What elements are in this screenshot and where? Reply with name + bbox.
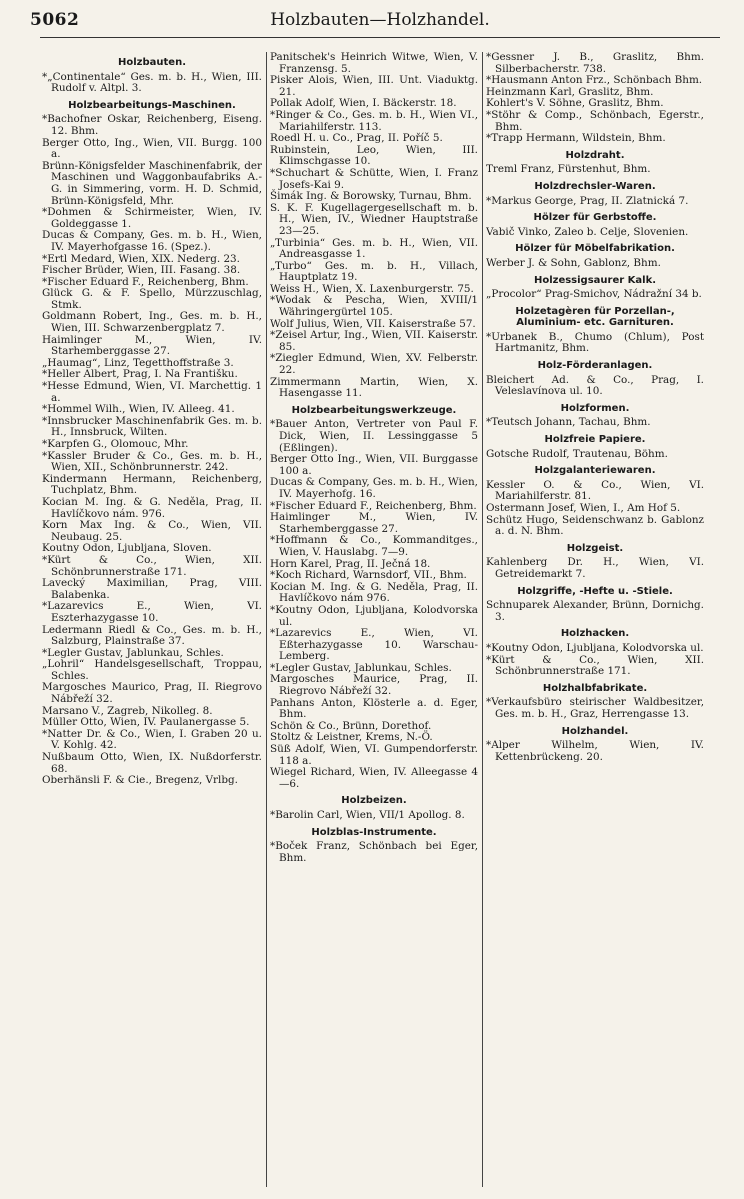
directory-entry: Schnuparek Alexander, Brünn, Dornichg. 3. xyxy=(486,599,704,623)
directory-entry: *Lazarevics E., Wien, VI. Eszterhazygasse 10. xyxy=(42,600,262,624)
directory-entry: Horn Karel, Prag, II. Ječná 18. xyxy=(270,557,431,570)
directory-entry: Süß Adolf, Wien, VI. Gumpendorferstr. 118 a. xyxy=(270,743,478,767)
directory-entry: *Karpfen G., Olomouc, Mhr. xyxy=(42,438,189,450)
directory-entry: Berger Otto, Ing., Wien, VII. Burgg. 100 a. xyxy=(42,136,262,161)
header-rule xyxy=(40,37,720,38)
directory-entry: Kessler O. & Co., Wien, VI. Mariahilferstr. 81. xyxy=(486,478,704,503)
section-heading: Holzdraht. xyxy=(565,149,625,161)
section-heading: Holzhandel. xyxy=(561,725,629,737)
directory-entry: Panitschek's Heinrich Witwe, Wien, V. Franzensg. 5. xyxy=(270,52,478,75)
page-number: 5062 xyxy=(30,10,80,30)
section-heading: Holzbearbeitungs-Maschinen. xyxy=(68,99,236,111)
directory-entry: Schön & Co., Brünn, Dorethof. xyxy=(270,719,432,732)
section-heading: Holzbauten. xyxy=(118,57,186,68)
directory-entry: Wiegel Richard, Wien, IV. Alleegasse 4—6. xyxy=(270,766,478,790)
directory-entry: Ducas & Company, Ges. m. b. H., Wien, IV. Mayerhofg. 16. xyxy=(270,476,478,500)
directory-entry: Pisker Alois, Wien, III. Unt. Viaduktg. 21. xyxy=(270,74,478,98)
directory-entry: Glück G. & F. Spello, Mürzzuschlag, Stmk. xyxy=(42,287,262,311)
section-heading: Holzhalbfabrikate. xyxy=(542,682,648,694)
directory-entry: Kocian M. Ing. & G. Neděla, Prag, II. Havlíčkovo nám. 976. xyxy=(42,495,262,520)
directory-entry: *Verkaufsbüro steirischer Waldbesitzer, Ges. m. b. H., Graz, Herrengasse 13. xyxy=(486,696,704,720)
directory-entry: Haimlinger M., Wien, IV. Starhemberggasse 27. xyxy=(42,333,262,358)
directory-entry: Šimák Ing. & Borowsky, Turnau, Bhm. xyxy=(270,190,472,203)
directory-entry: Müller Otto, Wien, IV. Paulanergasse 5. xyxy=(42,716,250,729)
directory-entry: *Ziegler Edmund, Wien, XV. Felberstr. 22. xyxy=(270,352,478,377)
directory-entry: Gotsche Rudolf, Trautenau, Böhm. xyxy=(486,447,668,460)
directory-entry: *Koutny Odon, Ljubljana, Kolodvorska ul. xyxy=(270,603,478,628)
directory-entry: *„Continentale“ Ges. m. b. H., Wien, III. Rudolf v. Altpl. 3. xyxy=(42,70,262,95)
section-heading: Holzetagèren für Porzellan-, Aluminium- etc. Garnituren. xyxy=(515,305,675,329)
directory-entry: Pollak Adolf, Wien, I. Bäckerstr. 18. xyxy=(270,97,457,110)
directory-entry: *Bachofner Oskar, Reichenberg, Eiseng. 12. Bhm. xyxy=(42,113,262,137)
directory-entry: „Turbinia“ Ges. m. b. H., Wien, VII. Andreasgasse 1. xyxy=(270,236,478,261)
section-heading: Holzblas-Instrumente. xyxy=(311,826,437,838)
column-divider xyxy=(266,52,267,1187)
directory-entry: *Koch Richard, Warnsdorf, VII., Bhm. xyxy=(270,569,467,582)
directory-entry: S. K. F. Kugellagergesellschaft m. b. H., Wien, IV., Wiedner Hauptstraße 23—25. xyxy=(270,201,478,237)
directory-entry: Werber J. & Sohn, Gablonz, Bhm. xyxy=(486,256,661,269)
directory-entry: *Hoffmann & Co., Kommanditges., Wien, V. Hauslabg. 7—9. xyxy=(270,534,478,558)
directory-entry: *Koutny Odon, Ljubljana, Kolodvorska ul. xyxy=(486,641,704,654)
directory-entry: Berger Otto Ing., Wien, VII. Burggasse 100 a. xyxy=(270,453,478,477)
directory-entry: *Heller Albert, Prag, I. Na Františku. xyxy=(42,368,238,381)
directory-entry: Goldmann Robert, Ing., Ges. m. b. H., Wien, III. Schwarzenbergplatz 7. xyxy=(42,310,262,335)
directory-entry: Zimmermann Martin, Wien, X. Hasengasse 11. xyxy=(270,375,478,400)
directory-entry: Lavecký Maximilian, Prag, VIII. Balabenka. xyxy=(42,577,262,601)
page-header xyxy=(30,8,730,36)
directory-entry: Oberhänsli F. & Cie., Bregenz, Vrlbg. xyxy=(42,774,238,787)
section-heading: Holzfreie Papiere. xyxy=(544,434,646,446)
directory-entry: *Innsbrucker Maschinenfabrik Ges. m. b. H., Innsbruck, Wilten. xyxy=(42,414,262,439)
directory-entry: Weiss H., Wien, X. Laxenburgerstr. 75. xyxy=(270,282,474,295)
directory-entry: *Ertl Medard, Wien, XIX. Nederg. 23. xyxy=(42,252,240,265)
directory-entry: Kindermann Hermann, Reichenberg, Tuchplatz, Bhm. xyxy=(42,472,262,497)
directory-entry: Koutny Odon, Ljubljana, Sloven. xyxy=(42,542,212,555)
directory-entry: *Teutsch Johann, Tachau, Bhm. xyxy=(486,416,651,429)
directory-entry: Kocian M. Ing. & G. Neděla, Prag, II. Havlíčkovo nám 976. xyxy=(270,580,478,605)
directory-entry: *Urbanek B., Chumo (Chlum), Post Hartmanitz, Bhm. xyxy=(486,330,704,355)
directory-entry: *Barolin Carl, Wien, VII/1 Apollog. 8. xyxy=(270,809,465,821)
directory-entry: *Markus George, Prag, II. Zlatnická 7. xyxy=(486,194,689,207)
section-heading: Holzbearbeitungswerkzeuge. xyxy=(291,404,457,416)
directory-entry: Bleichert Ad. & Co., Prag, I. Veleslavínova ul. 10. xyxy=(486,373,704,398)
directory-entry: *Kürt & Co., Wien, XII. Schönbrunnerstraße 171. xyxy=(42,553,262,578)
directory-entry: Ostermann Josef, Wien, I., Am Hof 5. xyxy=(486,502,681,514)
directory-entry: „Lohril“ Handelsgesellschaft, Troppau, Schles. xyxy=(42,658,262,682)
column-left xyxy=(42,52,262,1192)
directory-entry: *Fischer Eduard F., Reichenberg, Bhm. xyxy=(270,499,477,512)
directory-entry: *Kassler Bruder & Co., Ges. m. b. H., Wien, XII., Schönbrunnerstr. 242. xyxy=(42,449,262,474)
directory-entry: Ledermann Riedl & Co., Ges. m. b. H., Salzburg, Plainstraße 37. xyxy=(42,623,262,648)
directory-entry: Treml Franz, Fürstenhut, Bhm. xyxy=(486,163,651,176)
directory-entry: „Haumag“, Linz, Tegetthoffstraße 3. xyxy=(42,356,234,369)
directory-entry: Kohlert's V. Söhne, Graslitz, Bhm. xyxy=(486,97,664,110)
directory-entry: Vabič Vinko, Zaleo b. Celje, Slovenien. xyxy=(486,225,689,238)
directory-entry: *Wodak & Pescha, Wien, XVIII/1 Währingergürtel 105. xyxy=(270,294,478,319)
directory-entry: *Hausmann Anton Frz., Schönbach Bhm. xyxy=(486,74,703,87)
running-head: Holzbauten—Holzhandel. xyxy=(270,10,490,30)
directory-entry: *Gessner J. B., Graslitz, Bhm. Silberbacherstr. 738. xyxy=(486,52,704,75)
directory-entry: „Turbo“ Ges. m. b. H., Villach, Hauptplatz 19. xyxy=(270,259,478,284)
section-heading: Holzbeizen. xyxy=(341,795,407,807)
directory-entry: Roedl H. u. Co., Prag, II. Poříč 5. xyxy=(270,132,443,145)
section-heading: Holzgeist. xyxy=(566,542,624,554)
section-heading: Hölzer für Möbelfabrikation. xyxy=(515,243,675,255)
directory-entry: *Lazarevics E., Wien, VI. Eßterhazygasse 10. Warschau-Lemberg. xyxy=(270,627,478,663)
directory-entry: *Legler Gustav, Jablunkau, Schles. xyxy=(270,661,452,674)
section-heading: Holz-Förderanlagen. xyxy=(537,360,653,372)
directory-entry: Ducas & Company, Ges. m. b. H., Wien, IV. Mayerhofgasse 16. (Spez.). xyxy=(42,229,262,253)
column-middle xyxy=(270,52,478,1192)
directory-entry: Margosches Maurico, Prag, II. Riegrovo Nábřeží 32. xyxy=(42,681,262,706)
section-heading: Holzgalanteriewaren. xyxy=(534,465,656,477)
directory-entry: Kahlenberg Dr. H., Wien, VI. Getreidemarkt 7. xyxy=(486,556,704,580)
directory-entry: *Hommel Wilh., Wien, IV. Alleeg. 41. xyxy=(42,403,235,416)
directory-entry: *Alper Wilhelm, Wien, IV. Kettenbrückeng. 20. xyxy=(486,739,704,763)
directory-entry: *Natter Dr. & Co., Wien, I. Graben 20 u. V. Kohlg. 42. xyxy=(42,727,262,752)
directory-entry: Haimlinger M., Wien, IV. Starhemberggasse 27. xyxy=(270,511,478,535)
directory-entry: Stoltz & Leistner, Krems, N.-Ö. xyxy=(270,731,433,744)
directory-entry: Korn Max Ing. & Co., Wien, VII. Neubaug. 25. xyxy=(42,519,262,543)
column-divider xyxy=(482,52,483,1187)
section-heading: Holzformen. xyxy=(560,402,630,414)
column-right xyxy=(486,52,704,1192)
directory-entry: *Dohmen & Schirmeister, Wien, IV. Goldeggasse 1. xyxy=(42,206,262,230)
directory-entry: Marsano V., Zagreb, Nikolleg. 8. xyxy=(42,704,213,717)
directory-entry: *Bauer Anton, Vertreter von Paul F. Dick, Wien, II. Lessinggasse 5 (Eßlingen). xyxy=(270,418,478,454)
directory-entry: *Hesse Edmund, Wien, VI. Marchettig. 1 a. xyxy=(42,380,262,404)
directory-entry: *Ringer & Co., Ges. m. b. H., Wien VI., Mariahilferstr. 113. xyxy=(270,108,478,133)
directory-entry: *Boček Franz, Schönbach bei Eger, Bhm. xyxy=(270,840,478,864)
directory-entry: Fischer Brüder, Wien, III. Fasang. 38. xyxy=(42,264,241,277)
section-heading: Hölzer für Gerbstoffe. xyxy=(533,212,657,224)
directory-entry: Margosches Maurice, Prag, II. Riegrovo Nábřeží 32. xyxy=(270,673,478,698)
directory-entry: Nußbaum Otto, Wien, IX. Nußdorferstr. 68. xyxy=(42,751,262,775)
directory-entry: Wolf Julius, Wien, VII. Kaiserstraße 57. xyxy=(270,317,476,330)
directory-entry: *Fischer Eduard F., Reichenberg, Bhm. xyxy=(42,275,249,288)
directory-entry: *Legler Gustav, Jablunkau, Schles. xyxy=(42,646,224,659)
section-heading: Holzgriffe, -Hefte u. -Stiele. xyxy=(517,585,673,597)
directory-entry: Brünn-Königsfelder Maschinenfabrik, der Maschinen und Waggonbaufabriks A.-G. in Simmering, vorm. H. D. Schmid, Brünn-Königsfeld, Mhr. xyxy=(42,159,262,207)
directory-entry: *Stöhr & Comp., Schönbach, Egerstr., Bhm. xyxy=(486,108,704,133)
directory-entry: *Zeisel Artur, Ing., Wien, VII. Kaiserstr. 85. xyxy=(270,329,478,353)
section-heading: Holzdrechsler-Waren. xyxy=(534,180,656,192)
section-heading: Holzessigsaurer Kalk. xyxy=(533,274,657,286)
directory-entry: Rubinstein, Leo, Wien, III. Klimschgasse 10. xyxy=(270,143,478,168)
directory-entry: *Trapp Hermann, Wildstein, Bhm. xyxy=(486,132,666,145)
directory-entry: Panhans Anton, Klösterle a. d. Eger, Bhm. xyxy=(270,696,478,721)
directory-entry: *Kürt & Co., Wien, XII. Schönbrunnerstraße 171. xyxy=(486,653,704,678)
directory-entry: Heinzmann Karl, Graslitz, Bhm. xyxy=(486,85,654,98)
directory-entry: Schütz Hugo, Seidenschwanz b. Gablonz a. d. N. Bhm. xyxy=(486,513,704,538)
directory-entry: „Procolor“ Prag-Smichov, Nádražní 34 b. xyxy=(486,288,702,301)
directory-entry: *Schuchart & Schütte, Wien, I. Franz Josefs-Kai 9. xyxy=(270,166,478,191)
section-heading: Holzhacken. xyxy=(560,628,630,640)
